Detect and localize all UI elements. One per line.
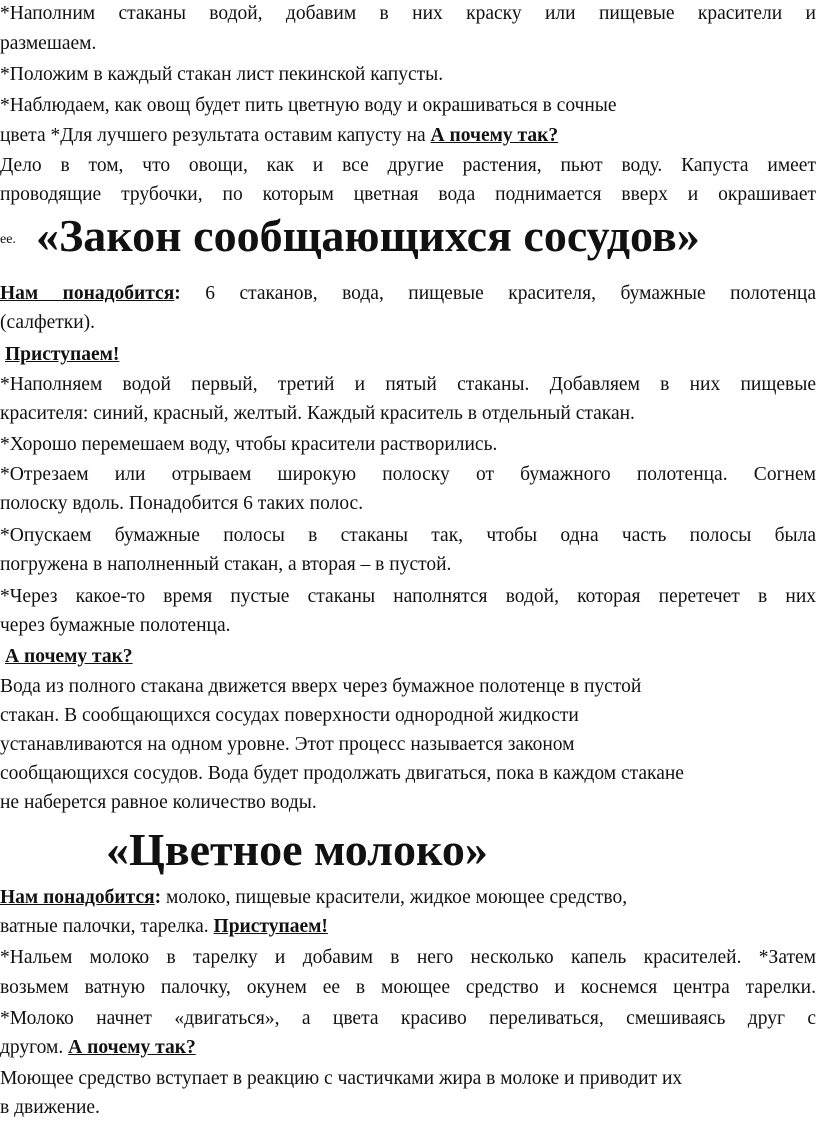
cabbage-explanation-1: Дело в том, что овощи, как и все другие растения, пьют воду. Капуста имеет [0, 155, 816, 176]
cabbage-explanation-3: ее. [0, 232, 16, 247]
milk-need-text: молоко, пищевые красители, жидкое моющее средство, [161, 887, 628, 908]
milk-why-heading: А почему так? [68, 1037, 196, 1058]
cabbage-step-3: *Наблюдаем, как овощ будет пить цветную воду и окрашиваться в сочные [0, 95, 617, 116]
milk-step-2: возьмем ватную палочку, окунем ее в моющее средство и коснемся центра тарелки. [0, 977, 816, 998]
vessels-title: «Закон сообщающихся сосудов» [36, 210, 700, 261]
vessels-need-cont: (салфетки). [0, 312, 96, 333]
vessels-step-4: *Опускаем бумажные полосы в стаканы так, чтобы одна часть полосы была [0, 525, 816, 546]
milk-step-1: *Нальем молоко в тарелку и добавим в него несколько капель красителей. *Затем [0, 947, 816, 968]
vessels-start [5, 343, 816, 367]
vessels-explanation-3: устанавливаются на одном уровне. Этот процесс называется законом [0, 734, 575, 755]
vessels-explanation-1: Вода из полного стакана движется вверх через бумажное полотенце в пустой [0, 676, 642, 697]
vessels-step-5: *Через какое-то время пустые стаканы наполнятся водой, которая перетечет в них [0, 586, 816, 607]
milk-start-heading: Приступаем! [213, 916, 328, 937]
vessels-step-3: *Отрезаем или отрываем широкую полоску от бумажного полотенца. Согнем [0, 464, 816, 485]
milk-title: «Цветное молоко» [106, 824, 488, 875]
vessels-need-text: 6 стаканов, вода, пищевые красителя, бумажные полотенца [180, 283, 816, 304]
milk-explanation-1: Моющее средство вступает в реакцию с частичками жира в молоке и приводит их [0, 1068, 683, 1089]
cabbage-step-2: *Положим в каждый стакан лист пекинской капусты. [0, 64, 444, 85]
vessels-explanation-4: сообщающихся сосудов. Вода будет продолжать двигаться, пока в каждом стакане [0, 763, 684, 784]
cabbage-explanation-2: проводящие трубочки, по которым цветная вода поднимается вверх и окрашивает [0, 184, 816, 205]
cabbage-step-4-text: цвета *Для лучшего результата оставим капусту на [0, 125, 426, 146]
cabbage-step-1-cont: размешаем. [0, 33, 97, 54]
vessels-start-heading: Приступаем! [5, 344, 120, 365]
cabbage-why-heading: А почему так? [430, 125, 559, 146]
vessels-step-3-cont: полоску вдоль. Понадобится 6 таких полос. [0, 493, 364, 514]
milk-step-3: *Молоко начнет «двигаться», а цвета красиво переливаться, смешиваясь друг с [0, 1008, 816, 1029]
vessels-step-5-cont: через бумажные полотенца. [0, 615, 231, 636]
cabbage-step-4 [0, 124, 816, 148]
milk-need-text-2: ватные палочки, тарелка. [0, 916, 214, 937]
vessels-why [5, 645, 816, 669]
milk-need [0, 886, 816, 910]
vessels-explanation-5: не наберется равное количество воды. [0, 792, 317, 813]
cabbage-step-1: *Наполним стаканы водой, добавим в них краску или пищевые красители и [0, 3, 816, 24]
vessels-step-2: *Хорошо перемешаем воду, чтобы красители растворились. [0, 434, 498, 455]
milk-need-cont [0, 915, 816, 939]
milk-step-3-text: другом. [0, 1037, 69, 1058]
milk-need-label: Нам понадобится [0, 887, 155, 908]
vessels-need-label: Нам понадобится [0, 283, 175, 304]
vessels-why-heading: А почему так? [5, 646, 133, 667]
vessels-need [0, 282, 816, 306]
vessels-explanation-2: стакан. В сообщающихся сосудах поверхности однородной жидкости [0, 705, 579, 726]
milk-step-3-cont [0, 1036, 816, 1060]
vessels-step-1-cont: красителя: синий, красный, желтый. Каждый краситель в отдельный стакан. [0, 403, 635, 424]
milk-need-colon: : [154, 887, 162, 908]
milk-explanation-2: в движение. [0, 1097, 100, 1118]
vessels-step-1: *Наполняем водой первый, третий и пятый стаканы. Добавляем в них пищевые [0, 374, 816, 395]
vessels-step-4-cont: погружена в наполненный стакан, а вторая – в пустой. [0, 554, 452, 575]
vessels-need-colon: : [174, 283, 181, 304]
